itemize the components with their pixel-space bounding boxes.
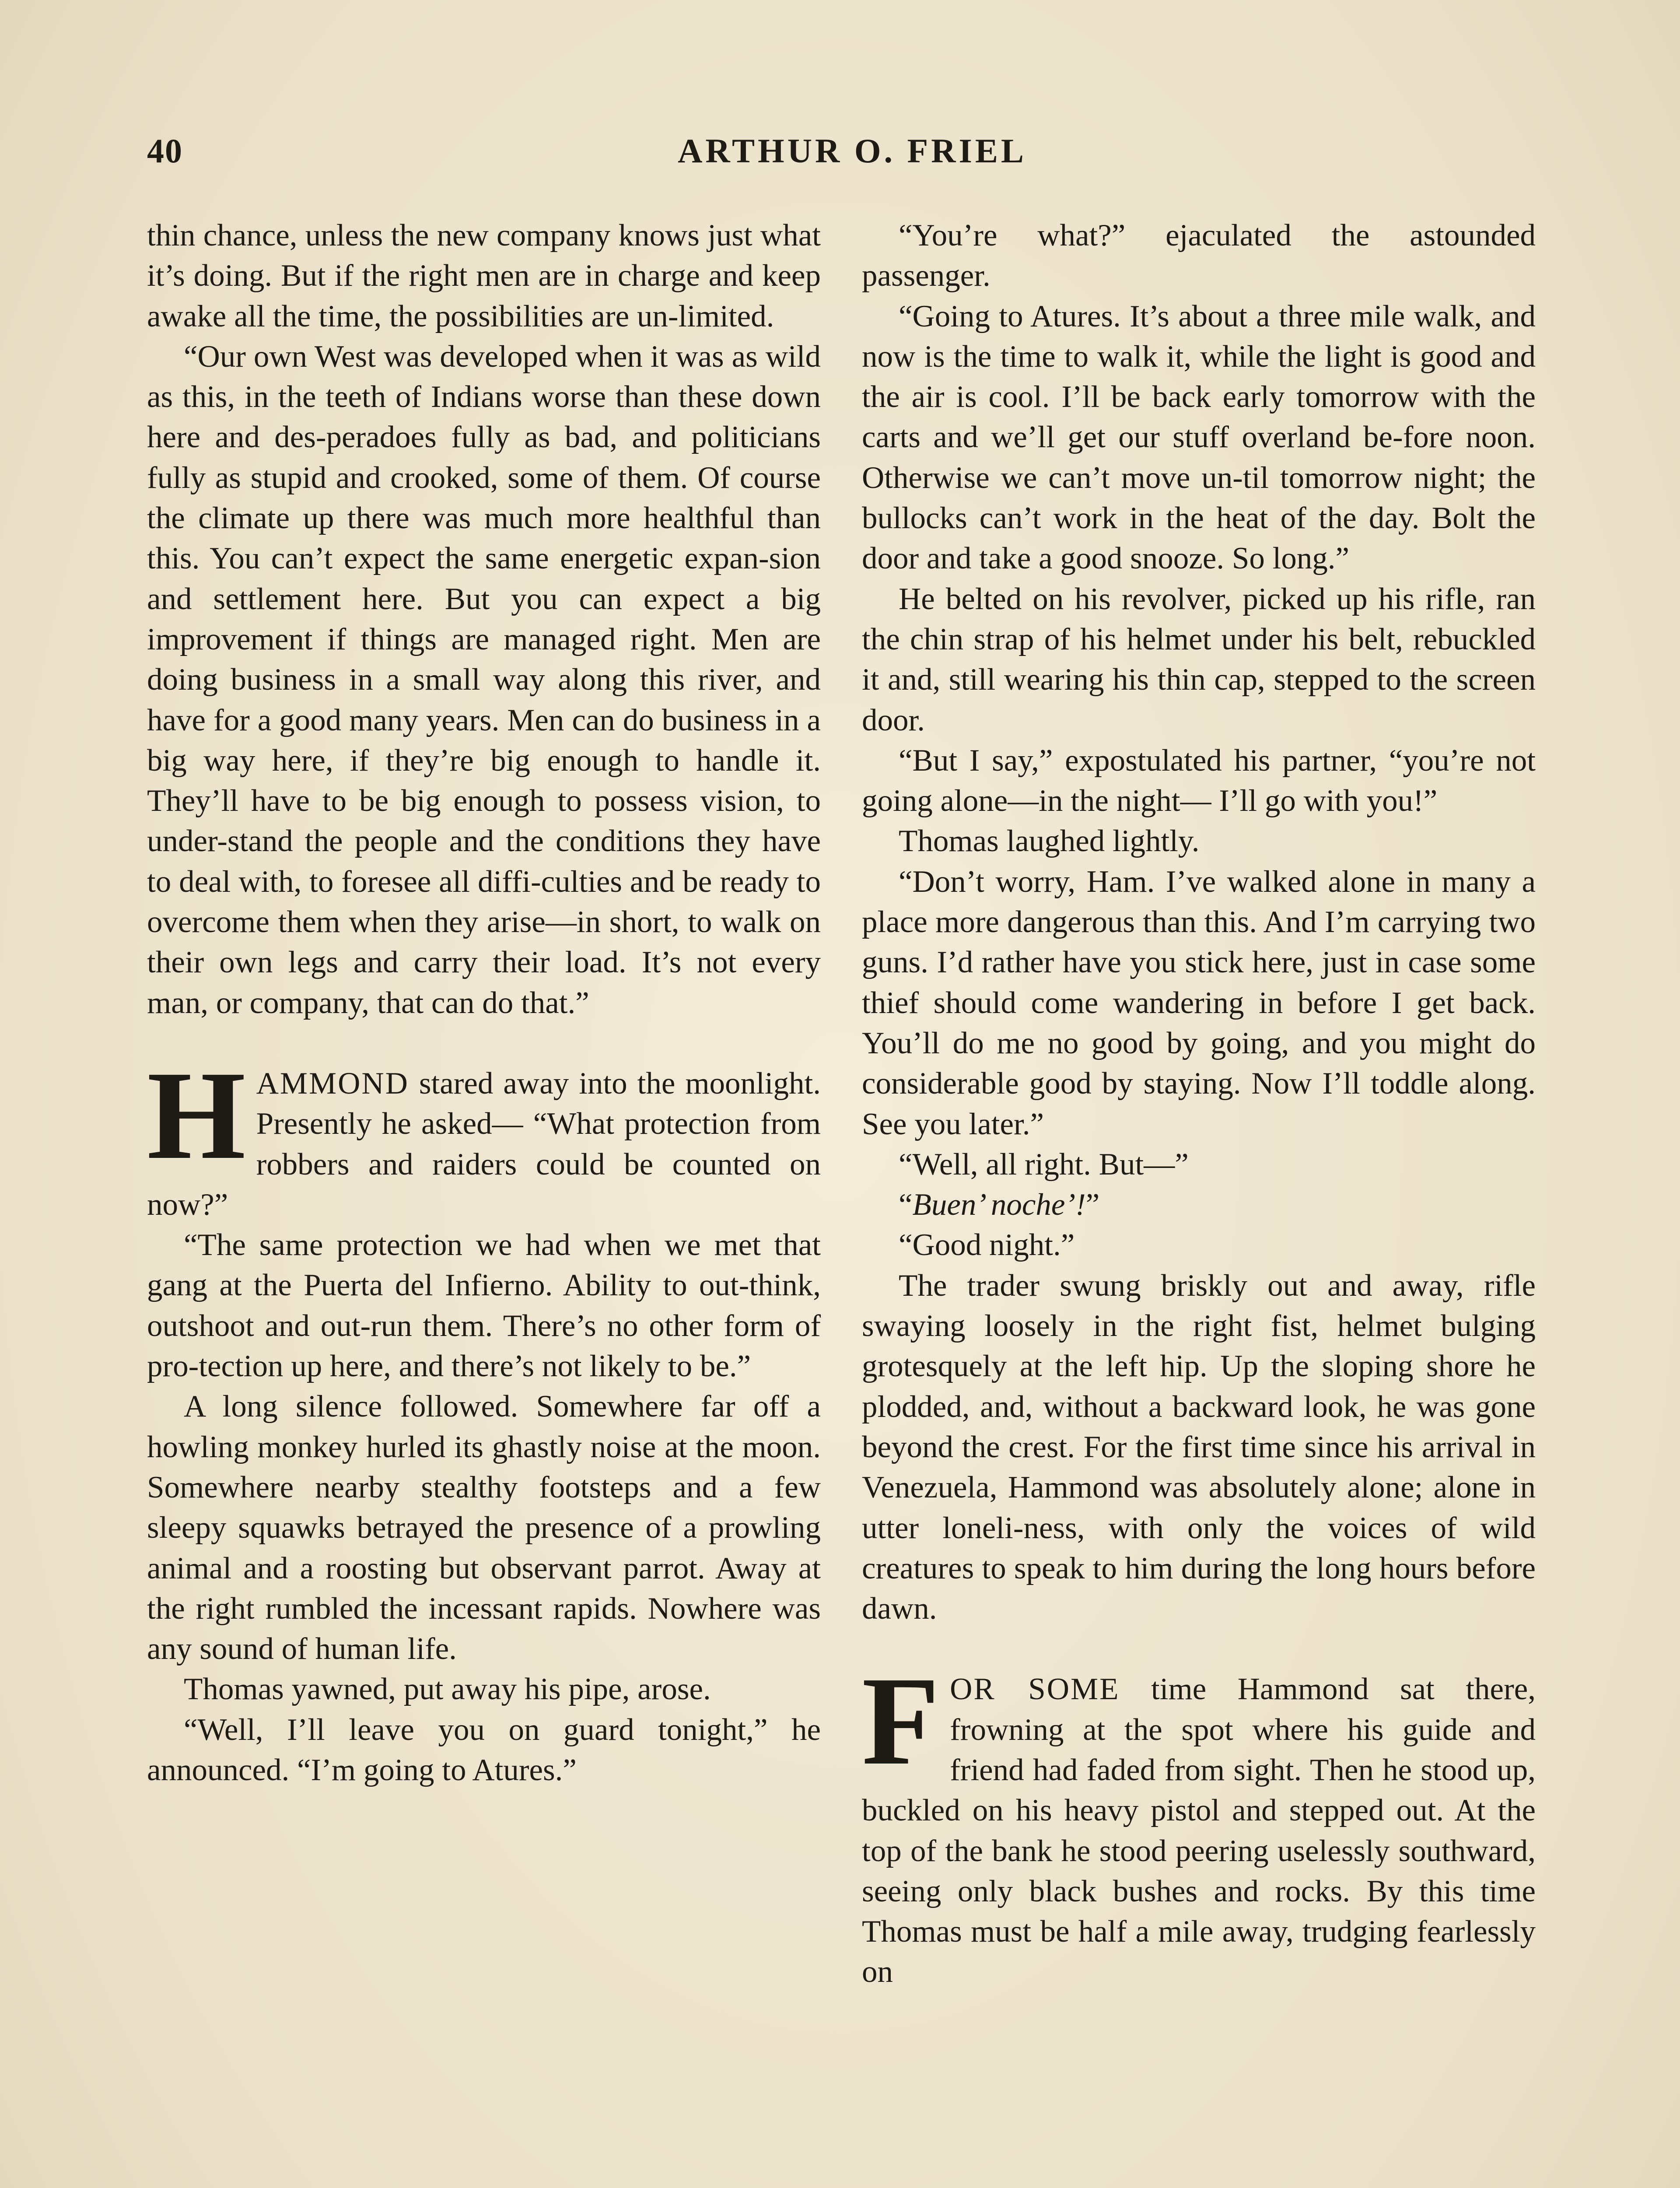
left-column bbox=[147, 215, 821, 1790]
paragraph: Thomas laughed lightly. bbox=[899, 824, 1200, 859]
drop-cap-letter: H bbox=[147, 1045, 246, 1185]
paragraph: “Well, all right. But—” bbox=[899, 1147, 1189, 1182]
paragraph: “But I say,” expostulated his partner, “you’re not going alone—in the night— I’ll go with you!” bbox=[862, 743, 1536, 818]
section-opening-paragraph bbox=[862, 1651, 1536, 1992]
page-number: 40 bbox=[147, 132, 183, 170]
paragraph: “Don’t worry, Ham. I’ve walked alone in many a place more dangerous than this. And I’m carrying two guns. I’d rather have you stick here, just in case some thief should come wandering in before I get back. You’ll do me no good by going, and you might do considerable good by staying. Now I’ll toddle along. See you later.” bbox=[862, 864, 1536, 1141]
paragraph: A long silence followed. Somewhere far off a howling monkey hurled its ghastly noise at the moon. Somewhere nearby stealthy footsteps and a few sleepy squawks betrayed the presence of a prowling animal and a roosting but observant parrot. Away at the right rumbled the incessant rapids. Nowhere was any sound of human life. bbox=[147, 1389, 821, 1666]
page-header bbox=[147, 131, 1558, 184]
paragraph-text: time Hammond sat there, frowning at the spot where his guide and friend had faded from sight. Then he stood up, buckled on his heavy pistol and stepped out. At the top of the bank he stood peering uselessly southward, seeing only black bushes and rocks. By this time Thomas must be half a mile away, trudging fearlessly on bbox=[862, 1672, 1536, 1989]
drop-cap-letter: F bbox=[862, 1651, 940, 1792]
paragraph: “Good night.” bbox=[899, 1228, 1075, 1262]
paragraph: “Our own West was developed when it was as wild as this, in the teeth of Indians worse than these down here and des-peradoes fully as bad, and politicians fully as stupid and crooked, some of them. Of course the climate up there was much more healthful than this. You can’t expect the same energetic expan-sion and settlement here. But you can expect a big improvement if things are managed right. Men are doing business in a small way along this river, and have for a good many years. Men can do business in a big way here, if they’re big enough to handle it. They’ll have to be big enough to possess vision, to under-stand the people and the conditions they have to deal with, to foresee all diffi-culties and be ready to overcome them when they arise—in short, to walk on their own legs and carry their load. It’s not every man, or company, that can do that.” bbox=[147, 339, 821, 1020]
paragraph: He belted on his revolver, picked up his rifle, ran the chin strap of his helmet under his belt, rebuckled it and, still wearing his thin cap, stepped to the screen door. bbox=[862, 582, 1536, 737]
paragraph: “Well, I’ll leave you on guard tonight,” he announced. “I’m going to Atures.” bbox=[147, 1712, 821, 1787]
paragraph: “You’re what?” ejaculated the astounded passenger. bbox=[862, 218, 1536, 293]
paragraph: thin chance, unless the new company knows just what it’s doing. But if the right men are in charge and keep awake all the time, the possibilities are un-limited. bbox=[147, 218, 821, 333]
paragraph: “The same protection we had when we met that gang at the Puerta del Infierno. Ability to out-think, outshoot and out-run them. There’s no other form of pro-tection up here, and there’s not likely to be.” bbox=[147, 1228, 821, 1384]
italic-spanish-phrase: Buen’ noche’! bbox=[912, 1188, 1086, 1222]
small-caps-lead: AMMOND bbox=[256, 1066, 409, 1101]
open-quote: “ bbox=[899, 1188, 913, 1222]
paragraph: Thomas yawned, put away his pipe, arose. bbox=[184, 1672, 711, 1707]
section-opening-paragraph bbox=[147, 1045, 821, 1225]
close-quote: ” bbox=[1085, 1188, 1100, 1222]
right-column bbox=[862, 215, 1536, 1992]
paragraph bbox=[862, 1185, 1536, 1225]
paragraph: “Going to Atures. It’s about a three mile walk, and now is the time to walk it, while the light is good and the air is cool. I’ll be back early tomorrow with the carts and we’ll get our stuff overland be-fore noon. Otherwise we can’t move un-til tomorrow night; the bullocks can’t work in the heat of the day. Bolt the door and take a good snooze. So long.” bbox=[862, 299, 1536, 576]
running-title: ARTHUR O. FRIEL bbox=[678, 132, 1027, 170]
small-caps-lead: OR SOME bbox=[950, 1672, 1120, 1707]
paragraph: The trader swung briskly out and away, rifle swaying loosely in the right fist, helmet bulging grotesquely at the left hip. Up the sloping shore he plodded, and, without a backward look, he was gone beyond the crest. For the first time since his arrival in Venezuela, Hammond was absolutely alone; alone in utter loneli-ness, with only the voices of wild creatures to speak to him during the long hours before dawn. bbox=[862, 1268, 1536, 1626]
paragraph-text: stared away into the moonlight. Presently he asked— “What protection from robbers and raiders could be counted on now?” bbox=[147, 1066, 821, 1222]
